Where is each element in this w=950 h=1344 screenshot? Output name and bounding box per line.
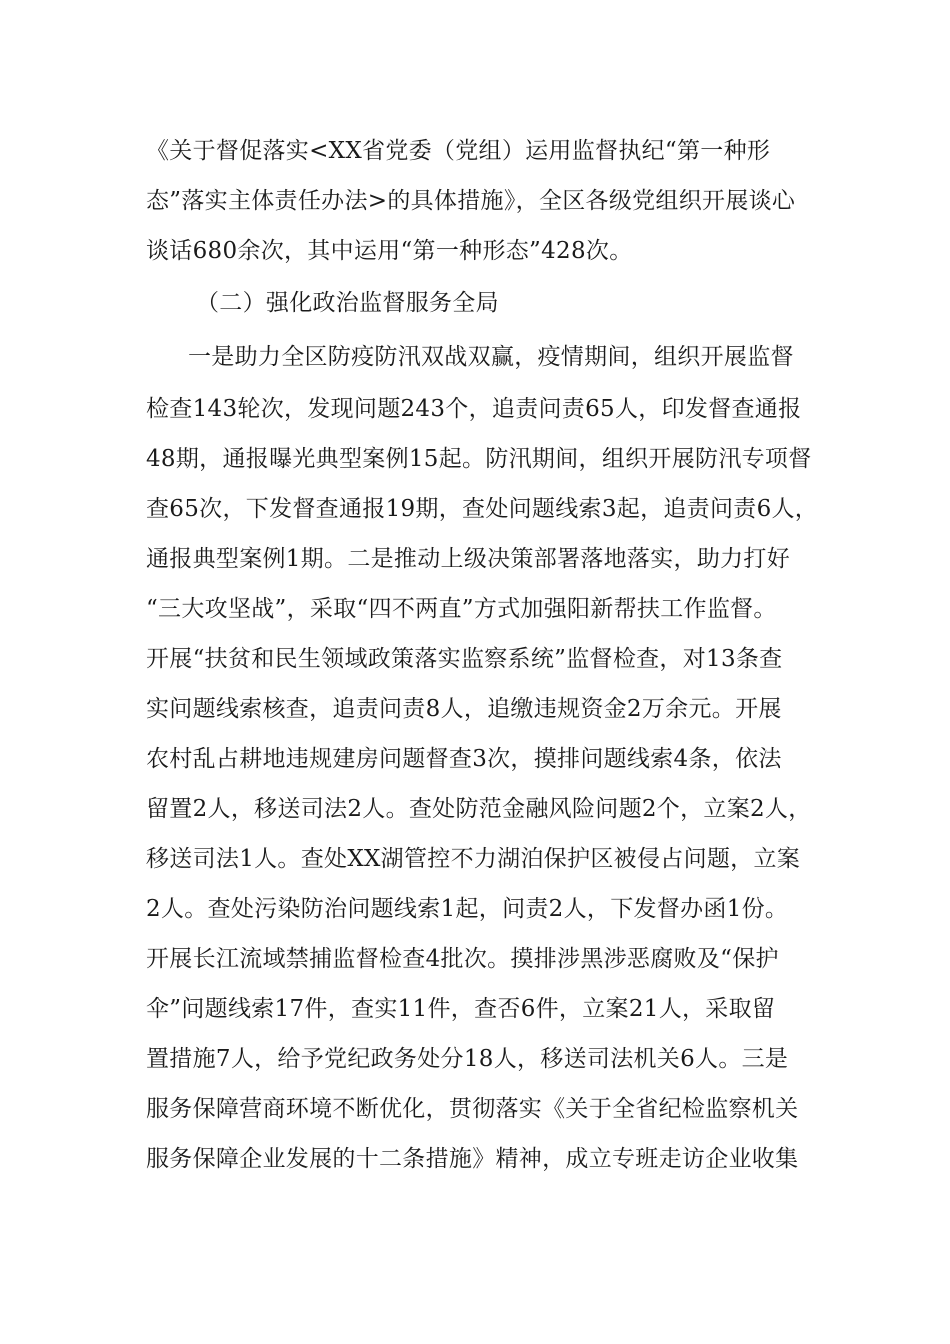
text-line: 开展长江流域禁捕监督检查4批次。摸排涉黑涉恶腐败及“保护 [146, 946, 779, 972]
text-line: 留置2人，移送司法2人。查处防范金融风险问题2个，立案2人， [146, 796, 812, 822]
text-line: 态”落实主体责任办法>的具体措施》，全区各级党组织开展谈心 [146, 188, 796, 214]
section-heading: （二）强化政治监督服务全局 [196, 290, 499, 316]
text-line: 服务保障企业发展的十二条措施》精神，成立专班走访企业收集 [146, 1146, 799, 1172]
text-line: 通报典型案例1期。二是推动上级决策部署落地落实，助力打好 [146, 546, 791, 572]
text-line: 置措施7人，给予党纪政务处分18人，移送司法机关6人。三是 [146, 1046, 789, 1072]
text-line: 48期，通报曝光典型案例15起。防汛期间，组织开展防汛专项督 [146, 446, 812, 472]
text-line: 开展“扶贫和民生领域政策落实监察系统”监督检查，对13条查 [146, 646, 783, 672]
text-line: 查65次，下发督查通报19期，查处问题线索3起，追责问责6人， [146, 496, 819, 522]
text-line: 《关于督促落实<XX省党委（党组）运用监督执纪“第一种形 [146, 138, 771, 164]
text-line: 农村乱占耕地违规建房问题督查3次，摸排问题线索4条，依法 [146, 746, 782, 772]
text-line: 2人。查处污染防治问题线索1起，问责2人，下发督办函1份。 [146, 896, 789, 922]
text-line: 移送司法1人。查处XX湖管控不力湖泊保护区被侵占问题，立案 [146, 846, 801, 872]
text-line: 谈话680余次，其中运用“第一种形态”428次。 [146, 238, 633, 264]
text-line: 一是助力全区防疫防汛双战双赢，疫情期间，组织开展监督 [188, 344, 794, 370]
text-line: 伞”问题线索17件，查实11件，查否6件，立案21人，采取留 [146, 996, 776, 1022]
text-line: 实问题线索核查，追责问责8人，追缴违规资金2万余元。开展 [146, 696, 782, 722]
text-line: “三大攻坚战”，采取“四不两直”方式加强阳新帮扶工作监督。 [146, 596, 777, 622]
text-line: 检查143轮次，发现问题243个，追责问责65人，印发督查通报 [146, 396, 802, 422]
text-line: 服务保障营商环境不断优化，贯彻落实《关于全省纪检监察机关 [146, 1096, 799, 1122]
